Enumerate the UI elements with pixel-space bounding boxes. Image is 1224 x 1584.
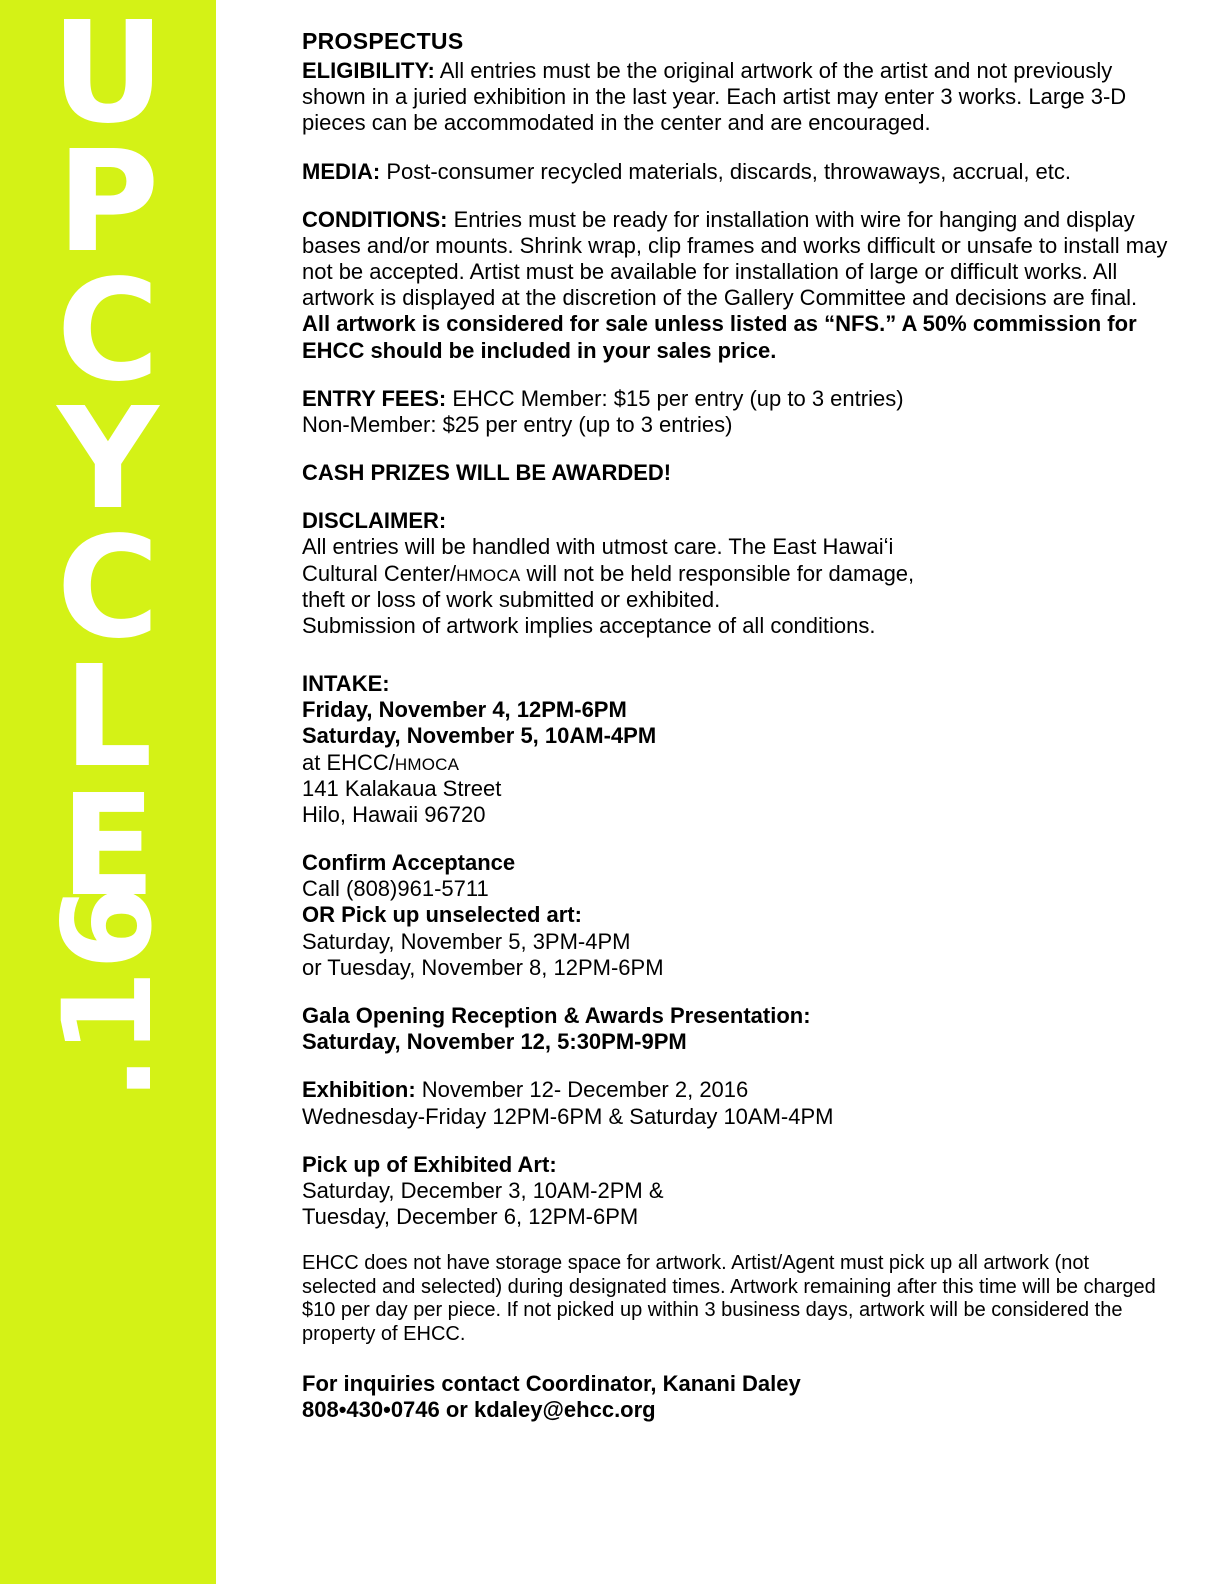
- media-text: Post-consumer recycled materials, discards, throwaways, accrual, etc.: [380, 158, 1072, 184]
- intake-block: [302, 671, 1168, 828]
- conditions-paragraph: [302, 207, 1168, 312]
- title-banner: [0, 0, 216, 1584]
- eligibility-paragraph: [302, 58, 1168, 137]
- banner-letter-e: E: [60, 764, 156, 928]
- exhibition-dates-line: [302, 1077, 1168, 1103]
- disclaimer-line-3: theft or loss of work submitted or exhibited.: [302, 586, 721, 612]
- banner-letter-c1: C: [56, 249, 160, 413]
- pickup-exhibited-date-2: Tuesday, December 6, 12PM-6PM: [302, 1204, 639, 1230]
- intake-city: Hilo, Hawaii 96720: [302, 801, 486, 827]
- cash-prizes-block: [302, 460, 1168, 486]
- disclaimer-line-1: All entries will be handled with utmost care. The East Hawaiʻi: [302, 534, 894, 560]
- entry-fees-block: [302, 386, 1168, 438]
- confirm-acceptance-phone: Call (808)961-5711: [302, 876, 489, 902]
- disclaimer-line-2: [302, 561, 1168, 587]
- entry-fees-label: ENTRY FEES:: [302, 385, 447, 411]
- banner-year: .16: [37, 884, 179, 1101]
- intake-day-2: Saturday, November 5, 10AM-4PM: [302, 723, 657, 749]
- entry-fees-nonmember: Non-Member: $25 per entry (up to 3 entries): [302, 411, 733, 437]
- intake-venue-text: at EHCC/: [302, 749, 395, 775]
- entry-fees-member-line: [302, 386, 1168, 412]
- exhibition-dates: November 12- December 2, 2016: [415, 1077, 749, 1103]
- conditions-label: CONDITIONS:: [302, 206, 448, 232]
- intake-address: 141 Kalakaua Street: [302, 775, 502, 801]
- intake-venue-hmoca: HMOCA: [394, 754, 460, 774]
- storage-note: EHCC does not have storage space for artwork. Artist/Agent must pick up all artwork (not selected and selected) during designated times. Artwork remaining after this time will be charged $10 per day per piece. If not picked up within 3 business days, artwork will be considered the property of EHCC.: [302, 1252, 1156, 1345]
- pickup-unselected-date-2: or Tuesday, November 8, 12PM-6PM: [302, 954, 664, 980]
- disclaimer-hmoca: HMOCA: [456, 565, 521, 585]
- pickup-unselected-heading: OR Pick up unselected art:: [302, 902, 582, 928]
- intake-label: INTAKE:: [302, 671, 390, 697]
- eligibility-text: All entries must be the original artwork of the artist and not previously shown in a juried exhibition in the last year. Each artist may enter 3 works. Large 3-D pieces can be accommodated in the center and are encouraged.: [302, 58, 1127, 136]
- confirm-acceptance-heading: Confirm Acceptance: [302, 850, 516, 876]
- conditions-sale-note-text: All artwork is considered for sale unless listed as “NFS.” A 50% commission for EHCC should be included in your sales price.: [302, 311, 1137, 363]
- intake-venue: [302, 750, 1168, 776]
- page-title: PROSPECTUS: [302, 28, 464, 54]
- conditions-sale-note: [302, 311, 1168, 363]
- gala-block: [302, 1003, 1168, 1055]
- spacer-intake: [302, 661, 1168, 671]
- disclaimer-block: [302, 508, 1168, 639]
- exhibition-label: Exhibition:: [302, 1077, 416, 1103]
- banner-letter-stack: [0, 0, 216, 1580]
- confirm-acceptance-block: [302, 850, 1168, 981]
- inquiries-line-1: For inquiries contact Coordinator, Kanani Daley: [302, 1370, 801, 1396]
- entry-fees-member: EHCC Member: $15 per entry (up to 3 entries): [446, 385, 904, 411]
- pickup-exhibited-block: [302, 1152, 1168, 1231]
- banner-letter-u: U: [51, 0, 165, 155]
- banner-letter-c2: C: [56, 507, 160, 671]
- intake-day-1: Friday, November 4, 12PM-6PM: [302, 697, 627, 723]
- banner-letter-p: P: [56, 120, 160, 284]
- media-paragraph: [302, 159, 1168, 185]
- exhibition-hours: Wednesday-Friday 12PM-6PM & Saturday 10AM-4PM: [302, 1103, 834, 1129]
- gala-heading: Gala Opening Reception & Awards Presentation:: [302, 1002, 811, 1028]
- eligibility-label: ELIGIBILITY:: [302, 58, 435, 83]
- inquiries-block: [302, 1371, 1168, 1425]
- media-label: MEDIA:: [302, 158, 381, 184]
- exhibition-block: [302, 1077, 1168, 1129]
- disclaimer-label: DISCLAIMER:: [302, 508, 447, 534]
- banner-letter-y: Y: [57, 378, 159, 542]
- disclaimer-line-4: Submission of artwork implies acceptance of all conditions.: [302, 612, 876, 638]
- conditions-text: Entries must be ready for installation with wire for hanging and display bases and/or mounts. Shrink wrap, clip frames and works difficult or unsafe to install may not be accepted. Artist must be available for installation of large or difficult works. All artwork is displayed at the discretion of the Gallery Committee and decisions are final.: [302, 206, 1168, 311]
- cash-prizes-text: CASH PRIZES WILL BE AWARDED!: [302, 460, 672, 486]
- gala-date: Saturday, November 12, 5:30PM-9PM: [302, 1029, 687, 1055]
- banner-letter-l: L: [63, 635, 153, 799]
- pickup-exhibited-heading: Pick up of Exhibited Art:: [302, 1151, 557, 1177]
- disclaimer-line-2-b: will not be held responsible for damage,: [520, 560, 915, 586]
- pickup-exhibited-date-1: Saturday, December 3, 10AM-2PM &: [302, 1177, 664, 1203]
- inquiries-line-2: 808•430•0746 or kdaley@ehcc.org: [302, 1397, 656, 1423]
- prospectus-content: [216, 0, 1224, 1584]
- pickup-unselected-date-1: Saturday, November 5, 3PM-4PM: [302, 928, 631, 954]
- disclaimer-line-2-a: Cultural Center/: [302, 560, 457, 586]
